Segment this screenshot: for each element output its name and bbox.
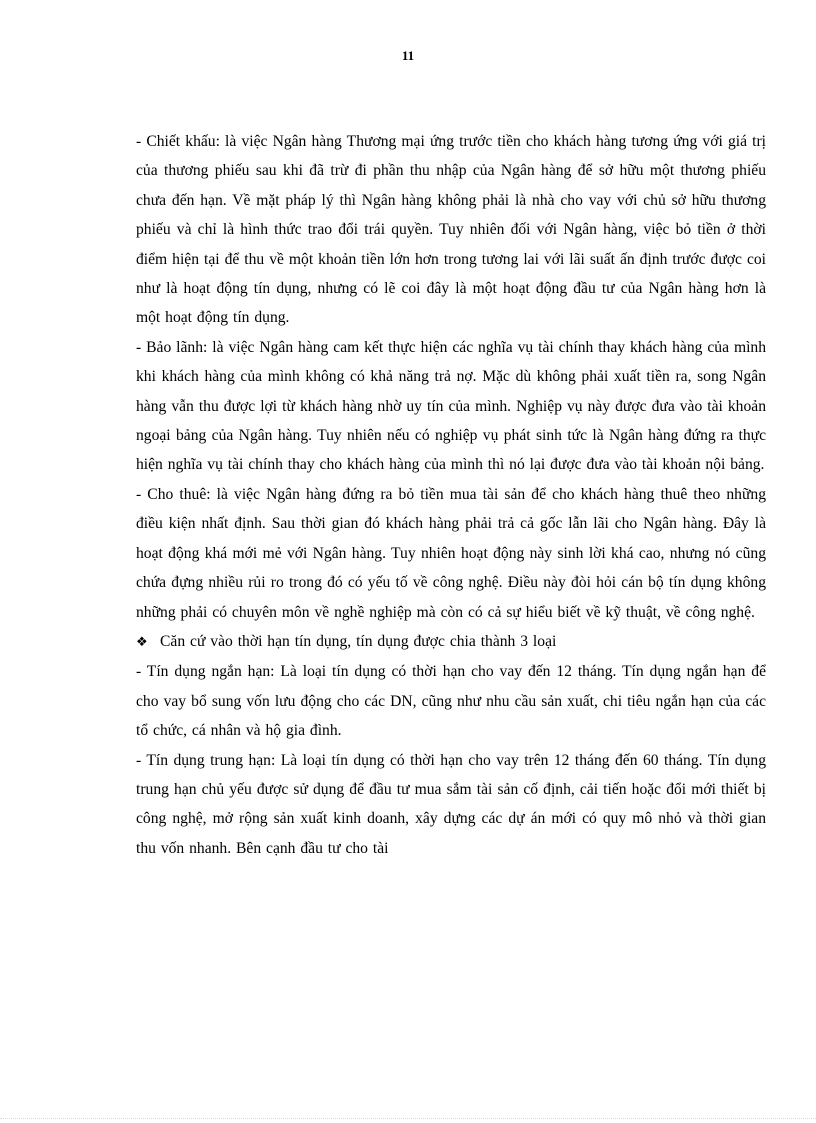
paragraph-bao-lanh: - Bảo lãnh: là việc Ngân hàng cam kết thực hiện các nghĩa vụ tài chính thay khách hàng của mình khi khách hàng của mình không có khả năng trả nợ. Mặc dù không phải xuất tiền ra, song Ngân hàng vẫn thu được lợi từ khách hàng nhờ uy tín của mình. Nghiệp vụ này được đưa vào tài khoản ngoại bảng của Ngân hàng. Tuy nhiên nếu có nghiệp vụ phát sinh tức là Ngân hàng đứng ra thực hiện nghĩa vụ tài chính thay cho khách hàng của mình thì nó lại được đưa vào tài khoản nội bảng. [136,338,766,474]
bullet-heading [136,627,766,657]
paragraph-cho-thue: - Cho thuê: là việc Ngân hàng đứng ra bỏ tiền mua tài sản để cho khách hàng thuê theo những điều kiện nhất định. Sau thời gian đó khách hàng phải trả cả gốc lẫn lãi cho Ngân hàng. Đây là hoạt động khá mới mẻ với Ngân hàng. Tuy nhiên hoạt động này sinh lời khá cao, nhưng nó cũng chứa đựng nhiều rủi ro trong đó có yếu tố về công nghệ. Điều này đòi hỏi cán bộ tín dụng không những phải có chuyên môn về nghề nghiệp mà còn có cả sự hiểu biết về kỹ thuật, về công nghệ. [136,485,766,621]
paragraph-tin-dung-ngan-han: - Tín dụng ngắn hạn: Là loại tín dụng có thời hạn cho vay đến 12 tháng. Tín dụng ngắn hạn để cho vay bổ sung vốn lưu động cho các DN, cũng như nhu cầu sản xuất, chi tiêu ngắn hạn của các tổ chức, cá nhân và hộ gia đình. [136,663,766,740]
diamond-bullet-icon: ❖ [136,634,148,650]
document-body [136,127,766,863]
page-number: 11 [401,48,415,63]
bullet-heading-text: Căn cứ vào thời hạn tín dụng, tín dụng được chia thành 3 loại [160,632,557,650]
paragraph-chiet-khau: - Chiết khấu: là việc Ngân hàng Thương mại ứng trước tiền cho khách hàng tương ứng với giá trị của thương phiếu sau khi đã trừ đi phần thu nhập của Ngân hàng để sở hữu một thương phiếu chưa đến hạn. Về mặt pháp lý thì Ngân hàng không phải là nhà cho vay với chủ sở hữu thương phiếu và chỉ là hình thức trao đổi trái quyền. Tuy nhiên đối với Ngân hàng, việc bỏ tiền ở thời điểm hiện tại để thu về một khoản tiền lớn hơn trong tương lai với lãi suất ấn định trước được coi như là hoạt động tín dụng, nhưng có lẽ coi đây là một hoạt động đầu tư của Ngân hàng hơn là một hoạt động tín dụng. [136,133,766,327]
page-bottom-divider [0,1118,816,1119]
paragraph-tin-dung-trung-han: - Tín dụng trung hạn: Là loại tín dụng có thời hạn cho vay trên 12 tháng đến 60 tháng. Tín dụng trung hạn chủ yếu được sử dụng để đầu tư mua sắm tài sản cố định, cải tiến hoặc đổi mới thiết bị công nghệ, mở rộng sản xuất kinh doanh, xây dựng các dự án mới có quy mô nhỏ và thời gian thu vốn nhanh. Bên cạnh đầu tư cho tài [136,751,766,857]
